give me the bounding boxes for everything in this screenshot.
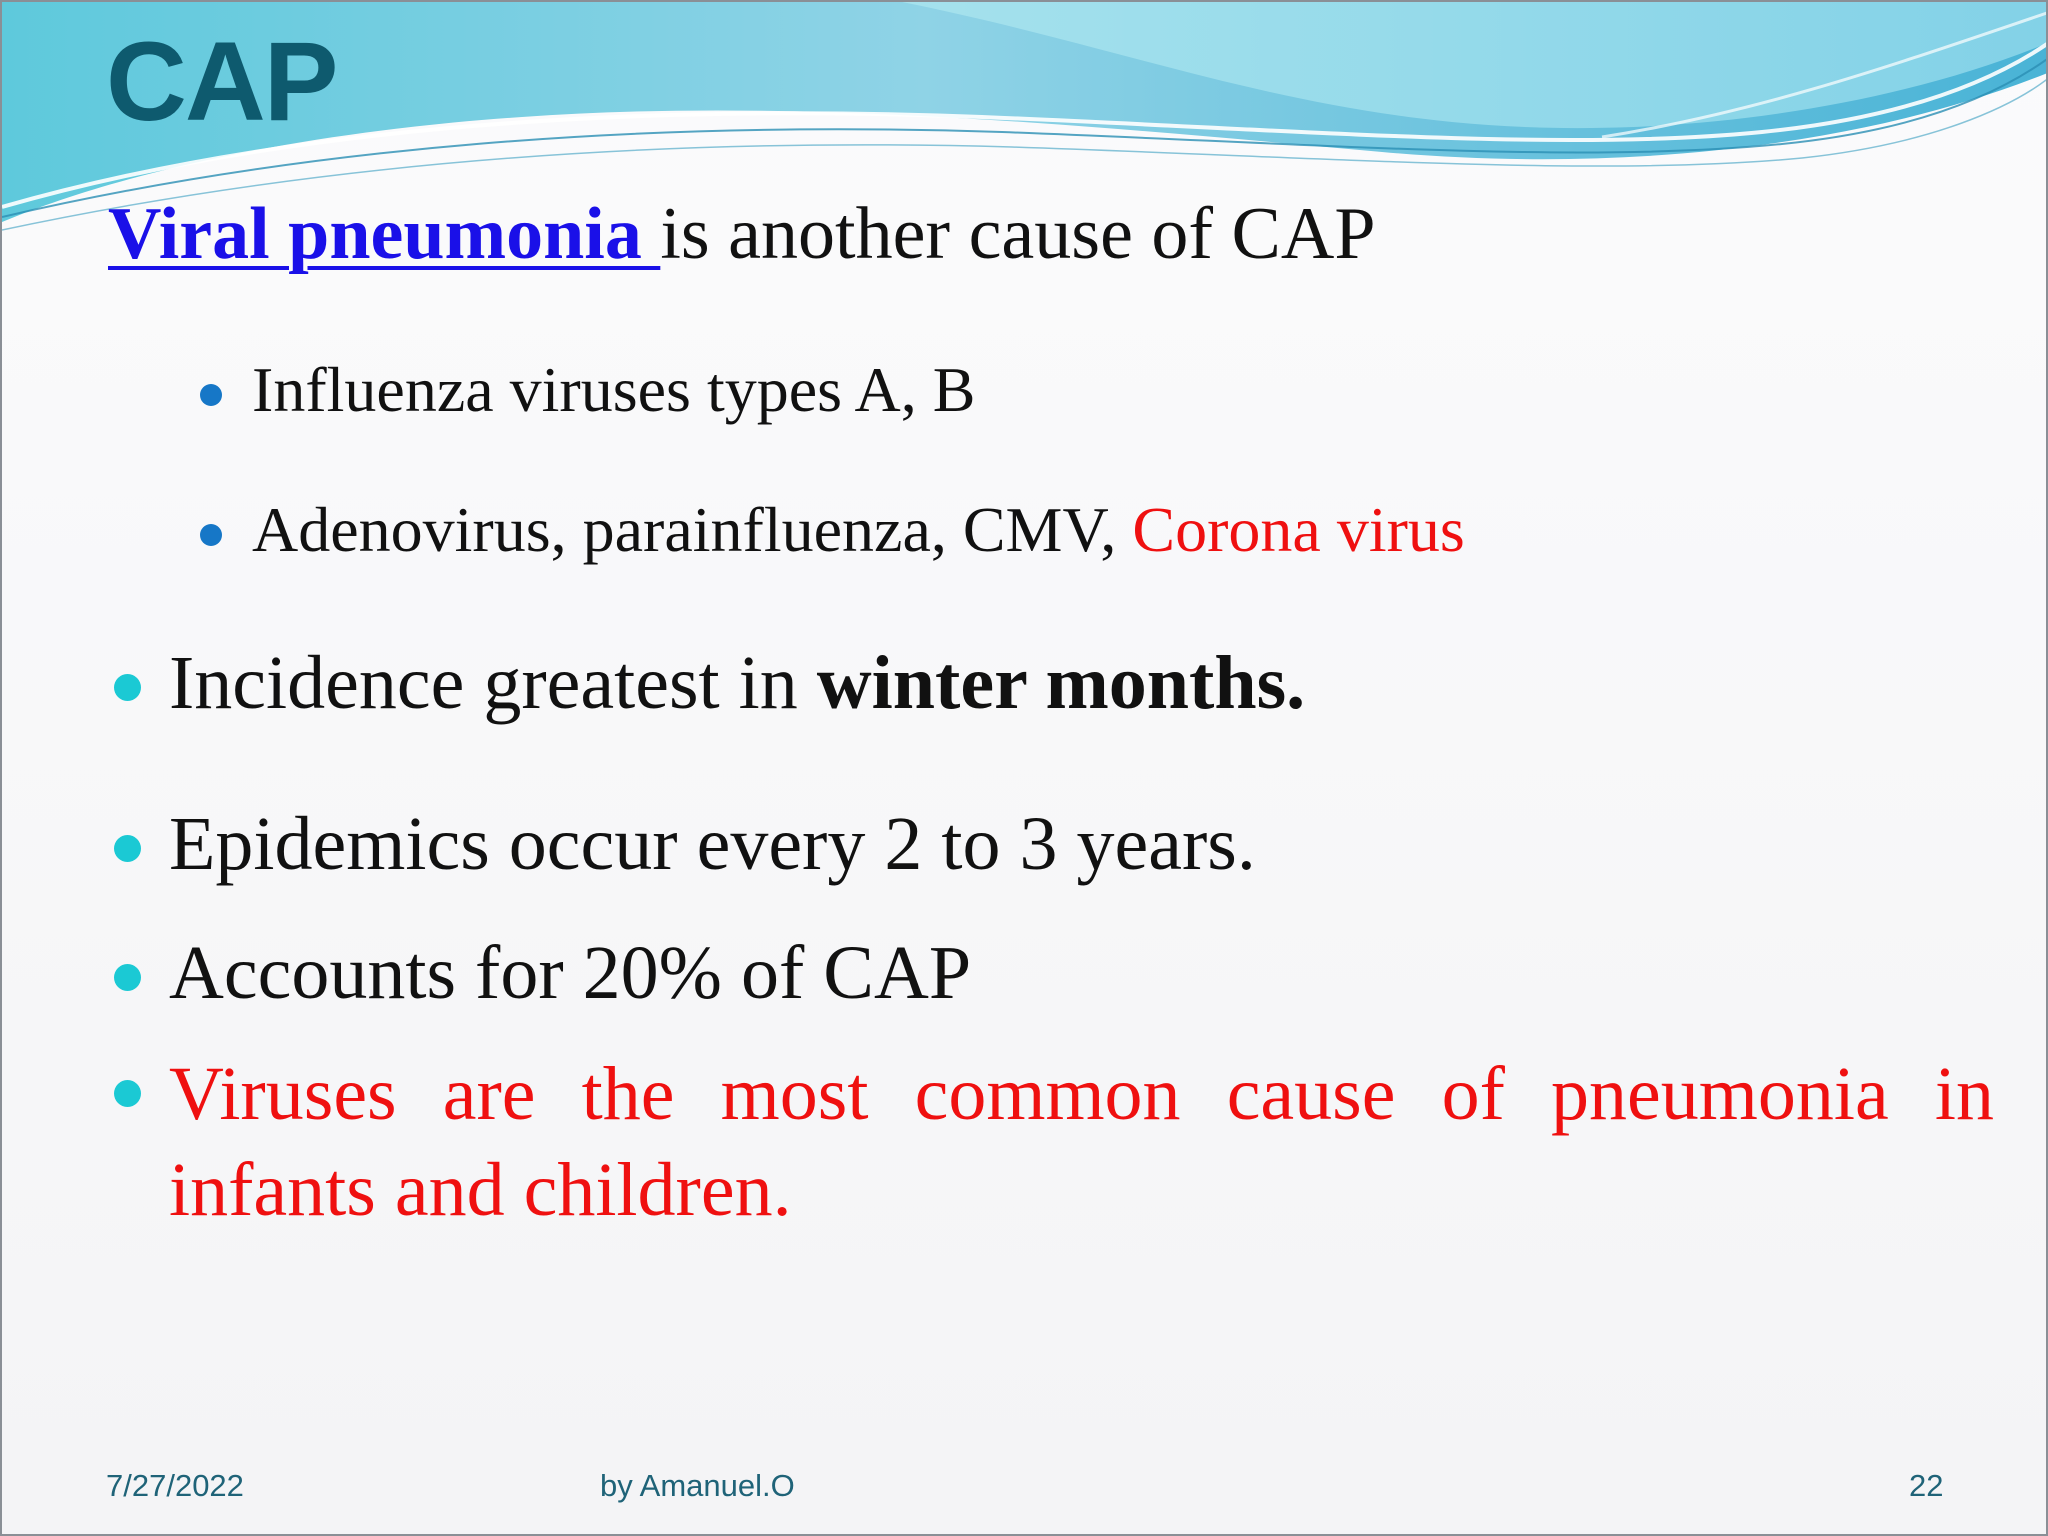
bullet-dot-icon (114, 1080, 141, 1107)
bullet-plain: Incidence greatest in (169, 641, 817, 725)
bullet-dot-icon (114, 964, 141, 991)
bullet-dot-icon (114, 674, 141, 701)
bullet-text: Epidemics occur every 2 to 3 years. (169, 802, 1256, 886)
bullet-text: Viruses are the most common cause of pneumonia in infants and children. (169, 1052, 1994, 1232)
footer-author: by Amanuel.O (600, 1468, 795, 1503)
bullet-item (112, 928, 971, 1019)
corona-virus-highlight: Corona virus (1132, 494, 1465, 565)
bullet-dot-icon (200, 524, 222, 546)
bullet-text: Accounts for 20% of CAP (169, 931, 972, 1015)
bullet-bold-emphasis: winter months. (816, 641, 1306, 725)
bullet-item-highlight (112, 1046, 1994, 1238)
bullet-dot-icon (114, 835, 141, 862)
bullet-item (112, 638, 1305, 729)
intro-text: is another cause of CAP (660, 193, 1376, 275)
footer-page-number: 22 (1909, 1468, 1944, 1503)
sub-bullet-item (200, 492, 1465, 569)
sub-bullet-item (200, 352, 975, 429)
bullet-dot-icon (200, 384, 222, 406)
slide-title: CAP (106, 19, 337, 144)
sub-bullet-text: Influenza viruses types A, B (252, 354, 976, 425)
intro-line (108, 190, 1376, 279)
bullet-text (169, 641, 1305, 725)
viral-pneumonia-link[interactable]: Viral pneumonia (108, 193, 661, 275)
bullet-item (112, 799, 1256, 890)
sub-bullet-plain: Adenovirus, parainfluenza, CMV, (252, 494, 1133, 565)
footer-date: 7/27/2022 (106, 1468, 244, 1503)
sub-bullet-text (252, 494, 1465, 565)
